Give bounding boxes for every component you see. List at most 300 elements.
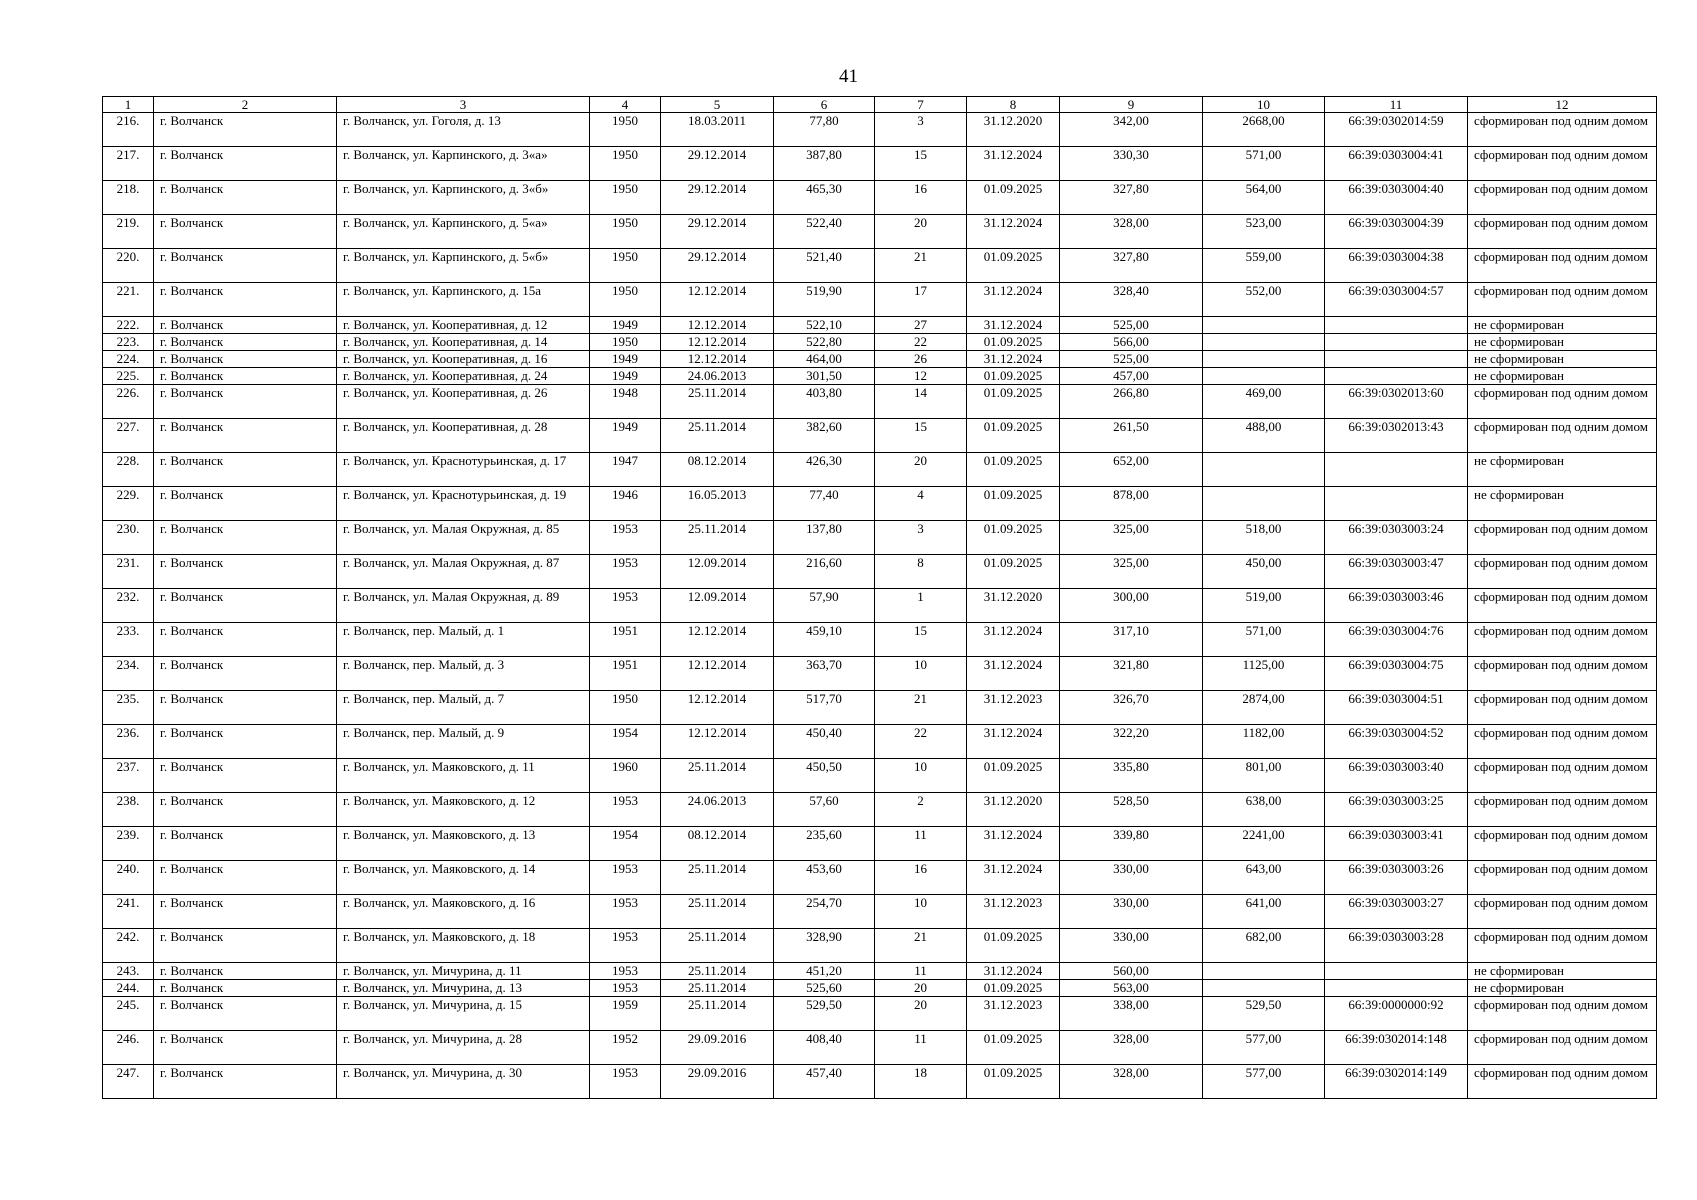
column-10-cell: 469,00 [1203, 385, 1325, 419]
date-cell: 25.11.2014 [661, 419, 774, 453]
cadastral-number-cell: 66:39:0303003:41 [1325, 827, 1468, 861]
settlement-cell: г. Волчанск [154, 963, 337, 980]
date-cell: 12.12.2014 [661, 317, 774, 334]
row-number-cell: 217. [103, 147, 154, 181]
column-10-cell [1203, 980, 1325, 997]
area-cell: 453,60 [774, 861, 875, 895]
land-status-cell: сформирован под одним домом [1468, 691, 1657, 725]
deadline-cell: 01.09.2025 [967, 555, 1060, 589]
deadline-cell: 01.09.2025 [967, 980, 1060, 997]
cadastral-number-cell: 66:39:0303004:41 [1325, 147, 1468, 181]
row-number-cell: 223. [103, 334, 154, 351]
deadline-cell: 01.09.2025 [967, 759, 1060, 793]
land-status-cell: сформирован под одним домом [1468, 181, 1657, 215]
area-cell: 216,60 [774, 555, 875, 589]
land-status-cell: сформирован под одним домом [1468, 793, 1657, 827]
column-10-cell [1203, 334, 1325, 351]
date-cell: 12.09.2014 [661, 589, 774, 623]
date-cell: 25.11.2014 [661, 521, 774, 555]
date-cell: 24.06.2013 [661, 793, 774, 827]
column-10-cell: 2668,00 [1203, 113, 1325, 147]
area-cell: 254,70 [774, 895, 875, 929]
year-built-cell: 1951 [590, 657, 661, 691]
column-9-cell: 328,00 [1060, 1031, 1203, 1065]
area-cell: 363,70 [774, 657, 875, 691]
year-built-cell: 1953 [590, 963, 661, 980]
column-10-cell: 488,00 [1203, 419, 1325, 453]
settlement-cell: г. Волчанск [154, 657, 337, 691]
year-built-cell: 1946 [590, 487, 661, 521]
settlement-cell: г. Волчанск [154, 283, 337, 317]
settlement-cell: г. Волчанск [154, 589, 337, 623]
row-number-cell: 229. [103, 487, 154, 521]
land-status-cell: сформирован под одним домом [1468, 113, 1657, 147]
column-header: 2 [154, 97, 337, 113]
cadastral-number-cell: 66:39:0303003:47 [1325, 555, 1468, 589]
year-built-cell: 1953 [590, 521, 661, 555]
cadastral-number-cell [1325, 980, 1468, 997]
residents-cell: 10 [875, 895, 967, 929]
settlement-cell: г. Волчанск [154, 385, 337, 419]
settlement-cell: г. Волчанск [154, 453, 337, 487]
column-9-cell: 330,00 [1060, 861, 1203, 895]
deadline-cell: 01.09.2025 [967, 929, 1060, 963]
address-cell: г. Волчанск, ул. Маяковского, д. 16 [337, 895, 590, 929]
column-9-cell: 528,50 [1060, 793, 1203, 827]
settlement-cell: г. Волчанск [154, 623, 337, 657]
column-10-cell: 641,00 [1203, 895, 1325, 929]
column-9-cell: 327,80 [1060, 181, 1203, 215]
cadastral-number-cell: 66:39:0303004:76 [1325, 623, 1468, 657]
residents-cell: 15 [875, 623, 967, 657]
row-number-cell: 237. [103, 759, 154, 793]
land-status-cell: не сформирован [1468, 351, 1657, 368]
column-9-cell: 525,00 [1060, 317, 1203, 334]
land-status-cell: сформирован под одним домом [1468, 895, 1657, 929]
land-status-cell: сформирован под одним домом [1468, 249, 1657, 283]
address-cell: г. Волчанск, ул. Кооперативная, д. 26 [337, 385, 590, 419]
area-cell: 387,80 [774, 147, 875, 181]
settlement-cell: г. Волчанск [154, 980, 337, 997]
area-cell: 57,90 [774, 589, 875, 623]
row-number-cell: 247. [103, 1065, 154, 1099]
settlement-cell: г. Волчанск [154, 368, 337, 385]
year-built-cell: 1950 [590, 181, 661, 215]
address-cell: г. Волчанск, пер. Малый, д. 9 [337, 725, 590, 759]
deadline-cell: 01.09.2025 [967, 419, 1060, 453]
column-9-cell: 325,00 [1060, 521, 1203, 555]
settlement-cell: г. Волчанск [154, 334, 337, 351]
area-cell: 521,40 [774, 249, 875, 283]
row-number-cell: 246. [103, 1031, 154, 1065]
table-row [103, 181, 1657, 215]
cadastral-number-cell: 66:39:0303003:24 [1325, 521, 1468, 555]
column-9-cell: 266,80 [1060, 385, 1203, 419]
land-status-cell: сформирован под одним домом [1468, 929, 1657, 963]
column-10-cell [1203, 963, 1325, 980]
column-10-cell: 571,00 [1203, 623, 1325, 657]
column-9-cell: 317,10 [1060, 623, 1203, 657]
column-9-cell: 652,00 [1060, 453, 1203, 487]
address-cell: г. Волчанск, ул. Карпинского, д. 3«б» [337, 181, 590, 215]
land-status-cell: сформирован под одним домом [1468, 147, 1657, 181]
table-row [103, 963, 1657, 980]
year-built-cell: 1953 [590, 861, 661, 895]
cadastral-number-cell [1325, 487, 1468, 521]
area-cell: 57,60 [774, 793, 875, 827]
cadastral-number-cell [1325, 963, 1468, 980]
date-cell: 29.12.2014 [661, 249, 774, 283]
row-number-cell: 240. [103, 861, 154, 895]
cadastral-number-cell: 66:39:0302014:59 [1325, 113, 1468, 147]
table-row [103, 691, 1657, 725]
cadastral-number-cell: 66:39:0303003:46 [1325, 589, 1468, 623]
column-10-cell [1203, 351, 1325, 368]
cadastral-number-cell: 66:39:0303004:52 [1325, 725, 1468, 759]
deadline-cell: 31.12.2020 [967, 113, 1060, 147]
column-9-cell: 261,50 [1060, 419, 1203, 453]
column-10-cell: 1125,00 [1203, 657, 1325, 691]
settlement-cell: г. Волчанск [154, 147, 337, 181]
date-cell: 12.09.2014 [661, 555, 774, 589]
year-built-cell: 1960 [590, 759, 661, 793]
residents-cell: 12 [875, 368, 967, 385]
address-cell: г. Волчанск, ул. Маяковского, д. 14 [337, 861, 590, 895]
column-10-cell: 638,00 [1203, 793, 1325, 827]
deadline-cell: 31.12.2024 [967, 657, 1060, 691]
deadline-cell: 01.09.2025 [967, 1031, 1060, 1065]
table-row [103, 453, 1657, 487]
column-header: 1 [103, 97, 154, 113]
column-10-cell: 577,00 [1203, 1065, 1325, 1099]
deadline-cell: 01.09.2025 [967, 249, 1060, 283]
land-status-cell: сформирован под одним домом [1468, 623, 1657, 657]
area-cell: 464,00 [774, 351, 875, 368]
date-cell: 12.12.2014 [661, 283, 774, 317]
table-row [103, 368, 1657, 385]
area-cell: 522,40 [774, 215, 875, 249]
address-cell: г. Волчанск, ул. Кооперативная, д. 28 [337, 419, 590, 453]
year-built-cell: 1953 [590, 895, 661, 929]
year-built-cell: 1951 [590, 623, 661, 657]
residents-cell: 20 [875, 215, 967, 249]
address-cell: г. Волчанск, ул. Карпинского, д. 3«а» [337, 147, 590, 181]
table-row [103, 249, 1657, 283]
column-10-cell [1203, 368, 1325, 385]
residents-cell: 22 [875, 334, 967, 351]
deadline-cell: 31.12.2024 [967, 147, 1060, 181]
date-cell: 29.12.2014 [661, 181, 774, 215]
area-cell: 450,40 [774, 725, 875, 759]
land-status-cell: сформирован под одним домом [1468, 419, 1657, 453]
year-built-cell: 1950 [590, 283, 661, 317]
land-status-cell: не сформирован [1468, 963, 1657, 980]
year-built-cell: 1948 [590, 385, 661, 419]
column-10-cell: 564,00 [1203, 181, 1325, 215]
area-cell: 457,40 [774, 1065, 875, 1099]
table-row [103, 215, 1657, 249]
page-number: 41 [839, 66, 858, 87]
settlement-cell: г. Волчанск [154, 827, 337, 861]
year-built-cell: 1947 [590, 453, 661, 487]
row-number-cell: 228. [103, 453, 154, 487]
land-status-cell: не сформирован [1468, 487, 1657, 521]
address-cell: г. Волчанск, ул. Мичурина, д. 11 [337, 963, 590, 980]
cadastral-number-cell [1325, 317, 1468, 334]
residents-cell: 2 [875, 793, 967, 827]
residents-cell: 11 [875, 963, 967, 980]
column-9-cell: 339,80 [1060, 827, 1203, 861]
table-row [103, 555, 1657, 589]
column-9-cell: 330,00 [1060, 929, 1203, 963]
settlement-cell: г. Волчанск [154, 929, 337, 963]
area-cell: 77,80 [774, 113, 875, 147]
column-9-cell: 563,00 [1060, 980, 1203, 997]
column-10-cell: 529,50 [1203, 997, 1325, 1031]
cadastral-number-cell [1325, 334, 1468, 351]
cadastral-number-cell [1325, 368, 1468, 385]
land-status-cell: не сформирован [1468, 317, 1657, 334]
address-cell: г. Волчанск, ул. Мичурина, д. 28 [337, 1031, 590, 1065]
date-cell: 25.11.2014 [661, 997, 774, 1031]
table-row [103, 827, 1657, 861]
deadline-cell: 31.12.2024 [967, 351, 1060, 368]
table-row [103, 419, 1657, 453]
settlement-cell: г. Волчанск [154, 861, 337, 895]
settlement-cell: г. Волчанск [154, 215, 337, 249]
area-cell: 328,90 [774, 929, 875, 963]
table-row [103, 317, 1657, 334]
date-cell: 25.11.2014 [661, 861, 774, 895]
table-row [103, 623, 1657, 657]
table-row [103, 113, 1657, 147]
year-built-cell: 1954 [590, 725, 661, 759]
cadastral-number-cell: 66:39:0303003:27 [1325, 895, 1468, 929]
table-row [103, 759, 1657, 793]
settlement-cell: г. Волчанск [154, 181, 337, 215]
deadline-cell: 31.12.2024 [967, 725, 1060, 759]
column-10-cell: 2241,00 [1203, 827, 1325, 861]
address-cell: г. Волчанск, ул. Кооперативная, д. 24 [337, 368, 590, 385]
residents-cell: 21 [875, 249, 967, 283]
year-built-cell: 1953 [590, 929, 661, 963]
land-status-cell: не сформирован [1468, 368, 1657, 385]
deadline-cell: 31.12.2020 [967, 793, 1060, 827]
column-header: 6 [774, 97, 875, 113]
table-row [103, 334, 1657, 351]
column-9-cell: 342,00 [1060, 113, 1203, 147]
address-cell: г. Волчанск, пер. Малый, д. 1 [337, 623, 590, 657]
deadline-cell: 31.12.2024 [967, 623, 1060, 657]
land-status-cell: сформирован под одним домом [1468, 725, 1657, 759]
date-cell: 08.12.2014 [661, 453, 774, 487]
column-9-cell: 328,00 [1060, 1065, 1203, 1099]
column-10-cell [1203, 487, 1325, 521]
settlement-cell: г. Волчанск [154, 419, 337, 453]
year-built-cell: 1954 [590, 827, 661, 861]
deadline-cell: 31.12.2024 [967, 827, 1060, 861]
address-cell: г. Волчанск, пер. Малый, д. 7 [337, 691, 590, 725]
column-9-cell: 560,00 [1060, 963, 1203, 980]
address-cell: г. Волчанск, ул. Карпинского, д. 15а [337, 283, 590, 317]
year-built-cell: 1949 [590, 351, 661, 368]
address-cell: г. Волчанск, ул. Мичурина, д. 13 [337, 980, 590, 997]
row-number-cell: 235. [103, 691, 154, 725]
residents-cell: 21 [875, 929, 967, 963]
column-header: 12 [1468, 97, 1657, 113]
cadastral-number-cell: 66:39:0303004:57 [1325, 283, 1468, 317]
land-status-cell: не сформирован [1468, 980, 1657, 997]
date-cell: 12.12.2014 [661, 351, 774, 368]
area-cell: 403,80 [774, 385, 875, 419]
column-10-cell: 518,00 [1203, 521, 1325, 555]
deadline-cell: 01.09.2025 [967, 487, 1060, 521]
land-status-cell: сформирован под одним домом [1468, 759, 1657, 793]
settlement-cell: г. Волчанск [154, 317, 337, 334]
address-cell: г. Волчанск, ул. Малая Окружная, д. 87 [337, 555, 590, 589]
land-status-cell: сформирован под одним домом [1468, 1065, 1657, 1099]
residents-cell: 20 [875, 997, 967, 1031]
row-number-cell: 225. [103, 368, 154, 385]
row-number-cell: 245. [103, 997, 154, 1031]
row-number-cell: 242. [103, 929, 154, 963]
address-cell: г. Волчанск, ул. Краснотурьинская, д. 19 [337, 487, 590, 521]
year-built-cell: 1950 [590, 249, 661, 283]
register-body [103, 113, 1657, 1099]
table-row [103, 861, 1657, 895]
residents-cell: 16 [875, 861, 967, 895]
residents-cell: 18 [875, 1065, 967, 1099]
date-cell: 29.09.2016 [661, 1031, 774, 1065]
column-9-cell: 326,70 [1060, 691, 1203, 725]
row-number-cell: 231. [103, 555, 154, 589]
cadastral-number-cell: 66:39:0302014:149 [1325, 1065, 1468, 1099]
column-9-cell: 525,00 [1060, 351, 1203, 368]
row-number-cell: 219. [103, 215, 154, 249]
land-status-cell: сформирован под одним домом [1468, 1031, 1657, 1065]
residents-cell: 20 [875, 453, 967, 487]
column-header: 10 [1203, 97, 1325, 113]
area-cell: 450,50 [774, 759, 875, 793]
year-built-cell: 1950 [590, 215, 661, 249]
column-9-cell: 300,00 [1060, 589, 1203, 623]
date-cell: 12.12.2014 [661, 623, 774, 657]
table-row [103, 283, 1657, 317]
date-cell: 18.03.2011 [661, 113, 774, 147]
row-number-cell: 227. [103, 419, 154, 453]
settlement-cell: г. Волчанск [154, 691, 337, 725]
cadastral-number-cell: 66:39:0303004:38 [1325, 249, 1468, 283]
column-header: 11 [1325, 97, 1468, 113]
row-number-cell: 216. [103, 113, 154, 147]
column-9-cell: 457,00 [1060, 368, 1203, 385]
row-number-cell: 218. [103, 181, 154, 215]
area-cell: 525,60 [774, 980, 875, 997]
date-cell: 25.11.2014 [661, 929, 774, 963]
column-9-cell: 330,00 [1060, 895, 1203, 929]
year-built-cell: 1953 [590, 1065, 661, 1099]
deadline-cell: 31.12.2020 [967, 589, 1060, 623]
residents-cell: 1 [875, 589, 967, 623]
settlement-cell: г. Волчанск [154, 1031, 337, 1065]
deadline-cell: 31.12.2024 [967, 215, 1060, 249]
residents-cell: 21 [875, 691, 967, 725]
row-number-cell: 232. [103, 589, 154, 623]
year-built-cell: 1953 [590, 793, 661, 827]
residents-cell: 10 [875, 657, 967, 691]
land-status-cell: не сформирован [1468, 334, 1657, 351]
row-number-cell: 244. [103, 980, 154, 997]
column-9-cell: 328,40 [1060, 283, 1203, 317]
residents-cell: 17 [875, 283, 967, 317]
row-number-cell: 222. [103, 317, 154, 334]
column-header: 4 [590, 97, 661, 113]
land-status-cell: сформирован под одним домом [1468, 555, 1657, 589]
date-cell: 25.11.2014 [661, 980, 774, 997]
land-status-cell: сформирован под одним домом [1468, 385, 1657, 419]
area-cell: 522,80 [774, 334, 875, 351]
cadastral-number-cell [1325, 453, 1468, 487]
area-cell: 519,90 [774, 283, 875, 317]
column-header: 7 [875, 97, 967, 113]
date-cell: 29.12.2014 [661, 147, 774, 181]
table-row [103, 351, 1657, 368]
column-10-cell: 450,00 [1203, 555, 1325, 589]
date-cell: 25.11.2014 [661, 759, 774, 793]
column-9-cell: 322,20 [1060, 725, 1203, 759]
year-built-cell: 1953 [590, 555, 661, 589]
column-10-cell: 523,00 [1203, 215, 1325, 249]
residents-cell: 16 [875, 181, 967, 215]
date-cell: 29.12.2014 [661, 215, 774, 249]
year-built-cell: 1950 [590, 334, 661, 351]
address-cell: г. Волчанск, ул. Мичурина, д. 30 [337, 1065, 590, 1099]
deadline-cell: 31.12.2024 [967, 317, 1060, 334]
deadline-cell: 31.12.2023 [967, 997, 1060, 1031]
address-cell: г. Волчанск, ул. Маяковского, д. 11 [337, 759, 590, 793]
area-cell: 459,10 [774, 623, 875, 657]
deadline-cell: 31.12.2023 [967, 895, 1060, 929]
address-cell: г. Волчанск, ул. Кооперативная, д. 14 [337, 334, 590, 351]
cadastral-number-cell: 66:39:0302014:148 [1325, 1031, 1468, 1065]
area-cell: 301,50 [774, 368, 875, 385]
address-cell: г. Волчанск, ул. Гоголя, д. 13 [337, 113, 590, 147]
year-built-cell: 1949 [590, 368, 661, 385]
area-cell: 451,20 [774, 963, 875, 980]
cadastral-number-cell: 66:39:0303003:28 [1325, 929, 1468, 963]
residents-cell: 3 [875, 113, 967, 147]
area-cell: 517,70 [774, 691, 875, 725]
deadline-cell: 31.12.2024 [967, 861, 1060, 895]
settlement-cell: г. Волчанск [154, 793, 337, 827]
land-status-cell: сформирован под одним домом [1468, 589, 1657, 623]
address-cell: г. Волчанск, ул. Карпинского, д. 5«б» [337, 249, 590, 283]
land-status-cell: сформирован под одним домом [1468, 861, 1657, 895]
cadastral-number-cell: 66:39:0303004:39 [1325, 215, 1468, 249]
cadastral-number-cell [1325, 351, 1468, 368]
table-row [103, 980, 1657, 997]
land-status-cell: сформирован под одним домом [1468, 657, 1657, 691]
date-cell: 12.12.2014 [661, 691, 774, 725]
year-built-cell: 1949 [590, 419, 661, 453]
date-cell: 12.12.2014 [661, 334, 774, 351]
column-10-cell: 519,00 [1203, 589, 1325, 623]
address-cell: г. Волчанск, ул. Краснотурьинская, д. 17 [337, 453, 590, 487]
table-row [103, 521, 1657, 555]
address-cell: г. Волчанск, ул. Маяковского, д. 18 [337, 929, 590, 963]
table-row [103, 895, 1657, 929]
cadastral-number-cell: 66:39:0303003:26 [1325, 861, 1468, 895]
